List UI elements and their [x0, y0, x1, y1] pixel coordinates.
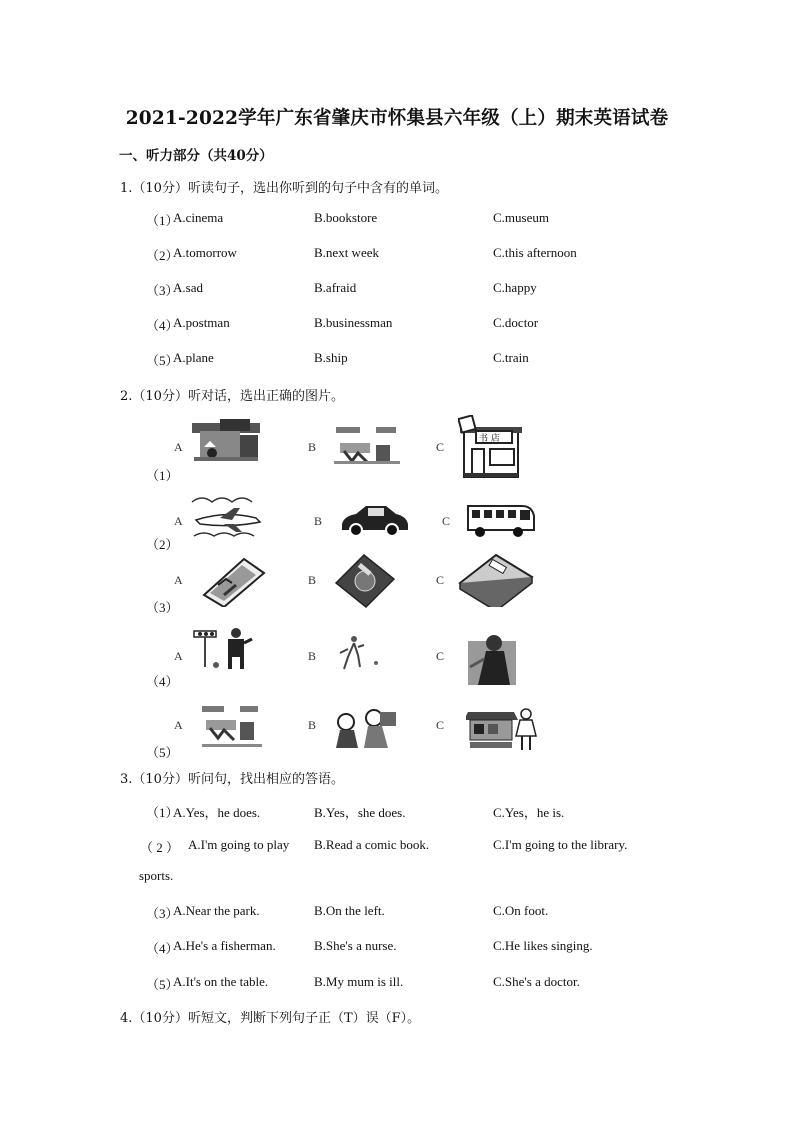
item-number: （3）	[146, 283, 179, 298]
people-image	[330, 708, 398, 752]
item-number: （1）	[146, 213, 179, 228]
item-number: （5）	[146, 745, 179, 760]
label-c: C	[436, 573, 445, 587]
option-b: B.bookstore	[314, 210, 378, 225]
option-b: B.businessman	[314, 315, 393, 330]
option-b: B.afraid	[314, 280, 357, 295]
option-a: A.I'm going to play	[188, 837, 290, 852]
item-number: （2）	[146, 537, 179, 552]
q3-option-row	[146, 938, 666, 956]
shop-people-image	[466, 706, 542, 754]
option-b: B.My mum is ill.	[314, 974, 404, 989]
option-b: B.ship	[314, 350, 348, 365]
option-b: B.Yes，she does.	[314, 805, 406, 820]
option-b: B.She's a nurse.	[314, 938, 397, 953]
q2-picture-row	[146, 490, 566, 560]
option-b: B.Read a comic book.	[314, 837, 430, 852]
item-number: （4）	[146, 674, 179, 689]
page-title: 2021-2022学年广东省肇庆市怀集县六年级（上）期末英语试卷	[125, 108, 669, 129]
item-number: （1）	[146, 805, 179, 820]
option-c: C.museum	[493, 210, 549, 225]
option-a: A.Yes，he does.	[173, 805, 261, 820]
option-c: C.happy	[493, 280, 537, 295]
label-a: A	[174, 514, 183, 528]
q3-option-row	[146, 974, 666, 992]
q3-option-row	[146, 903, 666, 921]
item-number: （5）	[146, 353, 179, 368]
comic-book-image	[194, 555, 266, 607]
option-a: A.sad	[173, 280, 203, 295]
police-officer-image	[192, 627, 254, 673]
street-scene-image	[200, 704, 264, 752]
label-b: B	[308, 649, 317, 663]
bookstore-image	[458, 415, 524, 479]
question-2-stem: 2.（10分）听对话，选出正确的图片。	[120, 389, 344, 404]
q2-picture-row	[146, 700, 566, 770]
q2-picture-row	[146, 627, 566, 697]
option-a: A.It's on the table.	[173, 974, 269, 989]
option-a: A.tomorrow	[173, 245, 237, 260]
item-number: （3）	[146, 906, 179, 921]
label-a: A	[174, 573, 183, 587]
section-heading: 一、听力部分（共40分）	[119, 148, 273, 164]
label-c: C	[436, 440, 445, 454]
option-c: C.I'm going to the library.	[493, 837, 628, 852]
car-image	[338, 502, 410, 538]
label-a: A	[174, 649, 183, 663]
street-sign-scene-image	[332, 425, 402, 467]
label-c: C	[442, 514, 451, 528]
question-3-stem: 3.（10分）听问句，找出相应的答语。	[120, 772, 344, 787]
dark-book-image	[332, 553, 396, 609]
label-c: C	[436, 718, 445, 732]
item-number: （2）	[146, 248, 179, 263]
question-4-stem: 4.（10分）听短文，判断下列句子正（T）误（F）。	[120, 1011, 421, 1026]
street-scene-image	[190, 417, 262, 467]
question-1-stem: 1.（10分）听读句子，选出你听到的句子中含有的单词。	[120, 181, 448, 196]
option-a: A.Near the park.	[173, 903, 260, 918]
label-a: A	[174, 718, 183, 732]
plane-image	[190, 494, 264, 542]
option-a: A.postman	[173, 315, 230, 330]
option-a: A.cinema	[173, 210, 224, 225]
q3-option-row	[146, 802, 666, 820]
option-c: C.She's a doctor.	[493, 974, 580, 989]
q2-picture-row	[146, 415, 566, 485]
item-number: （4）	[146, 318, 179, 333]
bus-image	[464, 500, 536, 540]
item-number: （ 2 ）	[140, 840, 180, 855]
label-a: A	[174, 440, 183, 454]
label-b: B	[308, 440, 317, 454]
option-c: C.Yes，he is.	[493, 805, 565, 820]
bookstore-sign: 书 店	[479, 434, 500, 444]
item-number: （4）	[146, 941, 179, 956]
notebook-image	[456, 553, 536, 607]
option-b: B.next week	[314, 245, 379, 260]
option-c: C.On foot.	[493, 903, 549, 918]
option-c: C.doctor	[493, 315, 539, 330]
q3-option-row	[140, 837, 666, 855]
label-b: B	[314, 514, 323, 528]
option-c: C.train	[493, 350, 529, 365]
label-b: B	[308, 573, 317, 587]
item-number: （3）	[146, 600, 179, 615]
option-a: A.He's a fisherman.	[173, 938, 276, 953]
option-a: A.plane	[173, 350, 214, 365]
q1-option-row	[146, 350, 666, 368]
option-c: C.He likes singing.	[493, 938, 593, 953]
q2-picture-row	[146, 553, 566, 623]
small-figure-image	[336, 633, 384, 673]
option-b: B.On the left.	[314, 903, 385, 918]
q1-option-row	[146, 210, 666, 228]
q1-option-row	[146, 280, 666, 298]
option-a-continuation: sports.	[139, 868, 174, 883]
label-b: B	[308, 718, 317, 732]
q1-option-row	[146, 315, 666, 333]
q1-option-row	[146, 245, 666, 263]
item-number: （5）	[146, 977, 179, 992]
label-c: C	[436, 649, 445, 663]
person-image	[468, 631, 516, 685]
item-number: （1）	[146, 468, 179, 483]
option-c: C.this afternoon	[493, 245, 577, 260]
